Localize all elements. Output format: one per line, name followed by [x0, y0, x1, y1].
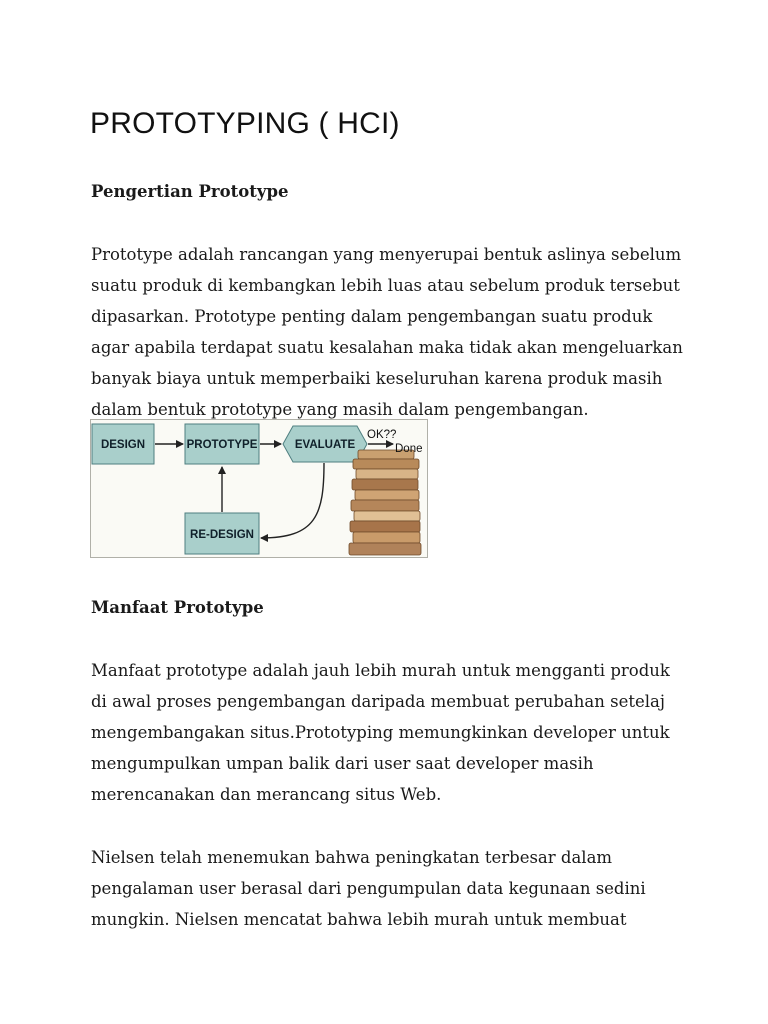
paragraph-nielsen [91, 842, 691, 935]
paragraph-line: Prototype adalah rancangan yang menyerupai bentuk aslinya sebelum [91, 245, 682, 264]
paragraph-line: dipasarkan. Prototype penting dalam pengembangan suatu produk [91, 307, 653, 326]
paragraph-line: banyak biaya untuk memperbaiki keseluruhan karena produk masih [91, 369, 663, 388]
paragraph-line: mengumpulkan umpan balik dari user saat developer masih [91, 754, 594, 773]
paragraph-line: Manfaat prototype adalah jauh lebih murah untuk mengganti produk [91, 661, 670, 680]
paragraph-line: mengembangakan situs.Prototyping memungkinkan developer untuk [91, 723, 670, 742]
section-heading-pengertian: Pengertian Prototype [91, 182, 289, 201]
prototyping-process-diagram [90, 419, 428, 558]
diagram-canvas [91, 420, 427, 557]
paragraph-line: dalam bentuk prototype yang masih dalam pengembangan. [91, 400, 589, 419]
redesign-label: RE-DESIGN [190, 529, 254, 541]
design-label: DESIGN [100, 439, 146, 451]
paragraph-line: di awal proses pengembangan daripada membuat perubahan setelaj [91, 692, 665, 711]
prototype-label: PROTOTYPE [186, 439, 258, 451]
done-label: Done [395, 443, 423, 455]
section-heading-manfaat: Manfaat Prototype [91, 598, 264, 617]
evaluate-label: EVALUATE [294, 439, 356, 451]
paragraph-line: agar apabila terdapat suatu kesalahan maka tidak akan mengeluarkan [91, 338, 683, 357]
paragraph-line: Nielsen telah menemukan bahwa peningkatan terbesar dalam [91, 848, 613, 867]
prototype-box [185, 424, 259, 464]
paragraph-line: suatu produk di kembangkan lebih luas atau sebelum produk tersebut [91, 276, 680, 295]
paragraph-pengertian [91, 239, 691, 425]
ok-question-label: OK?? [367, 429, 397, 441]
redesign-box [185, 513, 259, 554]
paragraph-line: merencanakan dan merancang situs Web. [91, 785, 442, 804]
design-box [92, 424, 154, 464]
book-stack-image [349, 450, 421, 555]
page-title: PROTOTYPING ( HCI) [90, 107, 400, 140]
evaluate-box [283, 426, 367, 462]
paragraph-line: mungkin. Nielsen mencatat bahwa lebih murah untuk membuat [91, 910, 627, 929]
arrow-evaluate-to-redesign [261, 463, 324, 538]
paragraph-manfaat [91, 655, 691, 810]
paragraph-line: pengalaman user berasal dari pengumpulan data kegunaan sedini [91, 879, 646, 898]
